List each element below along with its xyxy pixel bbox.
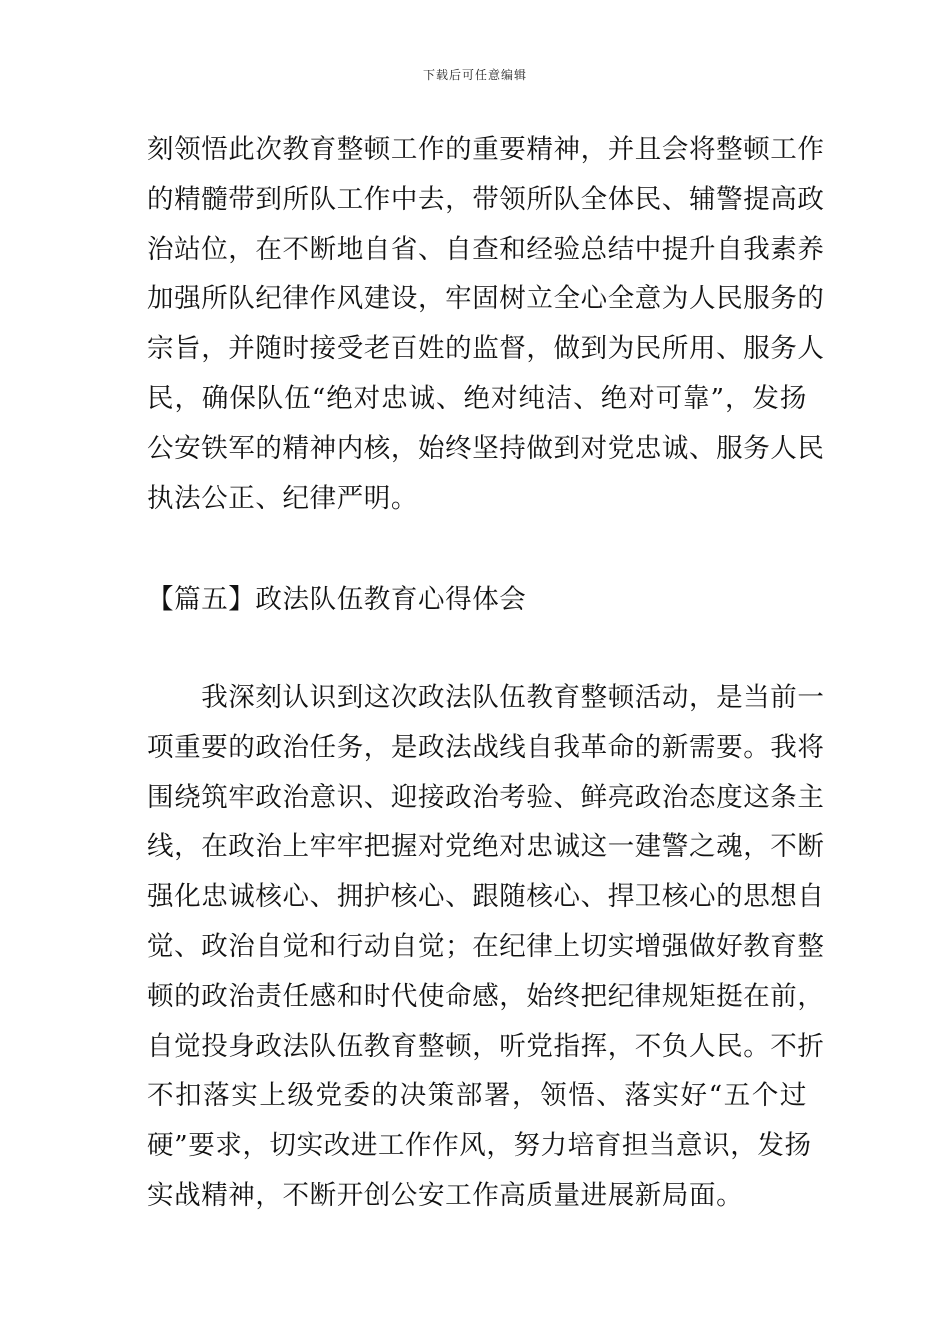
text-line: 线，在政治上牢牢把握对党绝对忠诚这一建警之魂，不断 <box>147 831 825 863</box>
text-line: 刻领悟此次教育整顿工作的重要精神，并且会将整顿工作 <box>147 134 825 165</box>
page-header-note: 下载后可任意编辑 <box>422 68 527 82</box>
text-line: 治站位，在不断地自省、自查和经验总结中提升自我素养 <box>147 233 825 265</box>
section-heading: 【篇五】政法队伍教育心得体会 <box>147 584 527 615</box>
text-line: 顿的政治责任感和时代使命感，始终把纪律规矩挺在前， <box>147 980 825 1012</box>
text-line: 觉、政治自觉和行动自觉；在纪律上切实增强做好教育整 <box>147 930 825 962</box>
body-paragraph-1 <box>147 125 825 523</box>
text-line: 民，确保队伍“绝对忠诚、绝对纯洁、绝对可靠”，发扬 <box>147 382 807 414</box>
text-line: 的精髓带到所队工作中去，带领所队全体民、辅警提高政 <box>147 183 825 215</box>
text-line: 强化忠诚核心、拥护核心、跟随核心、捍卫核心的思想自 <box>147 881 825 913</box>
body-paragraph-2 <box>147 673 825 1221</box>
text-line: 实战精神，不断开创公安工作高质量进展新局面。 <box>147 1179 744 1211</box>
text-line: 加强所队纪律作风建设，牢固树立全心全意为人民服务的 <box>147 283 825 315</box>
text-line: 公安铁军的精神内核，始终坚持做到对党忠诚、服务人民 <box>147 432 825 464</box>
text-line: 宗旨，并随时接受老百姓的监督，做到为民所用、服务人 <box>147 333 825 365</box>
text-line: 自觉投身政法队伍教育整顿，听党指挥，不负人民。不折 <box>147 1030 825 1062</box>
text-line: 不扣落实上级党委的决策部署，领悟、落实好“五个过 <box>147 1080 807 1112</box>
text-line: 硬”要求，切实改进工作作风，努力培育担当意识，发扬 <box>147 1130 812 1162</box>
text-line: 我深刻认识到这次政法队伍教育整顿活动，是当前一 <box>147 682 825 713</box>
text-line: 围绕筑牢政治意识、迎接政治考验、鲜亮政治态度这条主 <box>147 781 825 813</box>
text-line: 执法公正、纪律严明。 <box>147 482 418 514</box>
text-line: 项重要的政治任务，是政法战线自我革命的新需要。我将 <box>147 731 825 763</box>
